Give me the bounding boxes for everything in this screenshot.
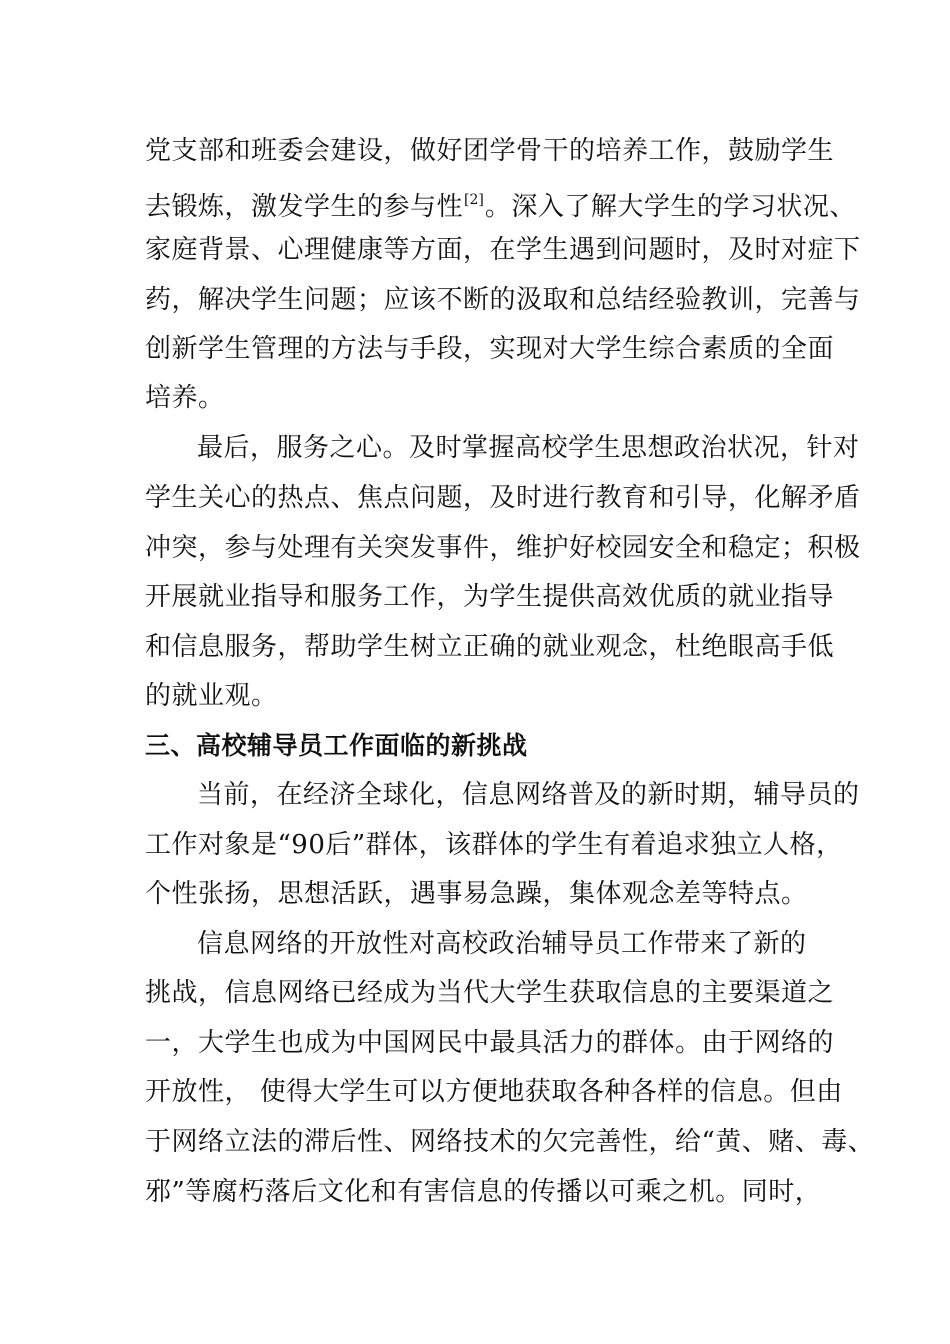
paragraph-line: 最后，服务之心。及时掌握高校学生思想政治状况，针对 xyxy=(197,433,860,463)
paragraph-line: 的就业观。 xyxy=(145,681,278,711)
paragraph-line: 培养。 xyxy=(145,383,225,413)
paragraph-text: 去锻炼，激发学生的参与性 xyxy=(145,192,464,222)
section-heading: 三、高校辅导员工作面临的新挑战 xyxy=(145,731,528,760)
paragraph-line: 开展就业指导和服务工作，为学生提供高效优质的就业指导 xyxy=(145,582,835,612)
paragraph-line: 冲突，参与处理有关突发事件，维护好校园安全和稳定；积极 xyxy=(145,533,861,563)
paragraph-line: 一，大学生也成为中国网民中最具活力的群体。由于网络的 xyxy=(145,1028,835,1058)
paragraph-line: 创新学生管理的方法与手段，实现对大学生综合素质的全面 xyxy=(145,334,835,364)
paragraph-line: 邪”等腐朽落后文化和有害信息的传播以可乘之机。同时， xyxy=(145,1177,822,1207)
paragraph-line: 开放性， 使得大学生可以方便地获取各种各样的信息。但由 xyxy=(145,1077,843,1107)
paragraph-text: 。深入了解大学生的学习状况、 xyxy=(484,192,856,222)
paragraph-line xyxy=(145,184,856,223)
paragraph-line: 挑战，信息网络已经成为当代大学生获取信息的主要渠道之 xyxy=(145,978,835,1008)
paragraph-line: 家庭背景、心理健康等方面，在学生遇到问题时，及时对症下 xyxy=(145,235,861,265)
citation-marker: [2] xyxy=(464,192,484,208)
paragraph-line: 工作对象是“90后”群体，该群体的学生有着追求独立人格， xyxy=(145,830,843,860)
paragraph-line: 党支部和班委会建设，做好团学骨干的培养工作，鼓励学生 xyxy=(145,136,835,166)
paragraph-line: 于网络立法的滞后性、网络技术的欠完善性，给“黄、赌、毒、 xyxy=(145,1127,875,1157)
paragraph-line: 和信息服务，帮助学生树立正确的就业观念，杜绝眼高手低 xyxy=(145,632,835,662)
paragraph-line: 学生关心的热点、焦点问题，及时进行教育和引导，化解矛盾 xyxy=(145,483,861,513)
paragraph-line: 药，解决学生问题；应该不断的汲取和总结经验教训，完善与 xyxy=(145,285,861,315)
paragraph-line: 信息网络的开放性对高校政治辅导员工作带来了新的 xyxy=(197,929,807,959)
paragraph-line: 当前，在经济全球化，信息网络普及的新时期，辅导员的 xyxy=(197,780,860,810)
paragraph-line: 个性张扬，思想活跃，遇事易急躁，集体观念差等特点。 xyxy=(145,879,808,909)
